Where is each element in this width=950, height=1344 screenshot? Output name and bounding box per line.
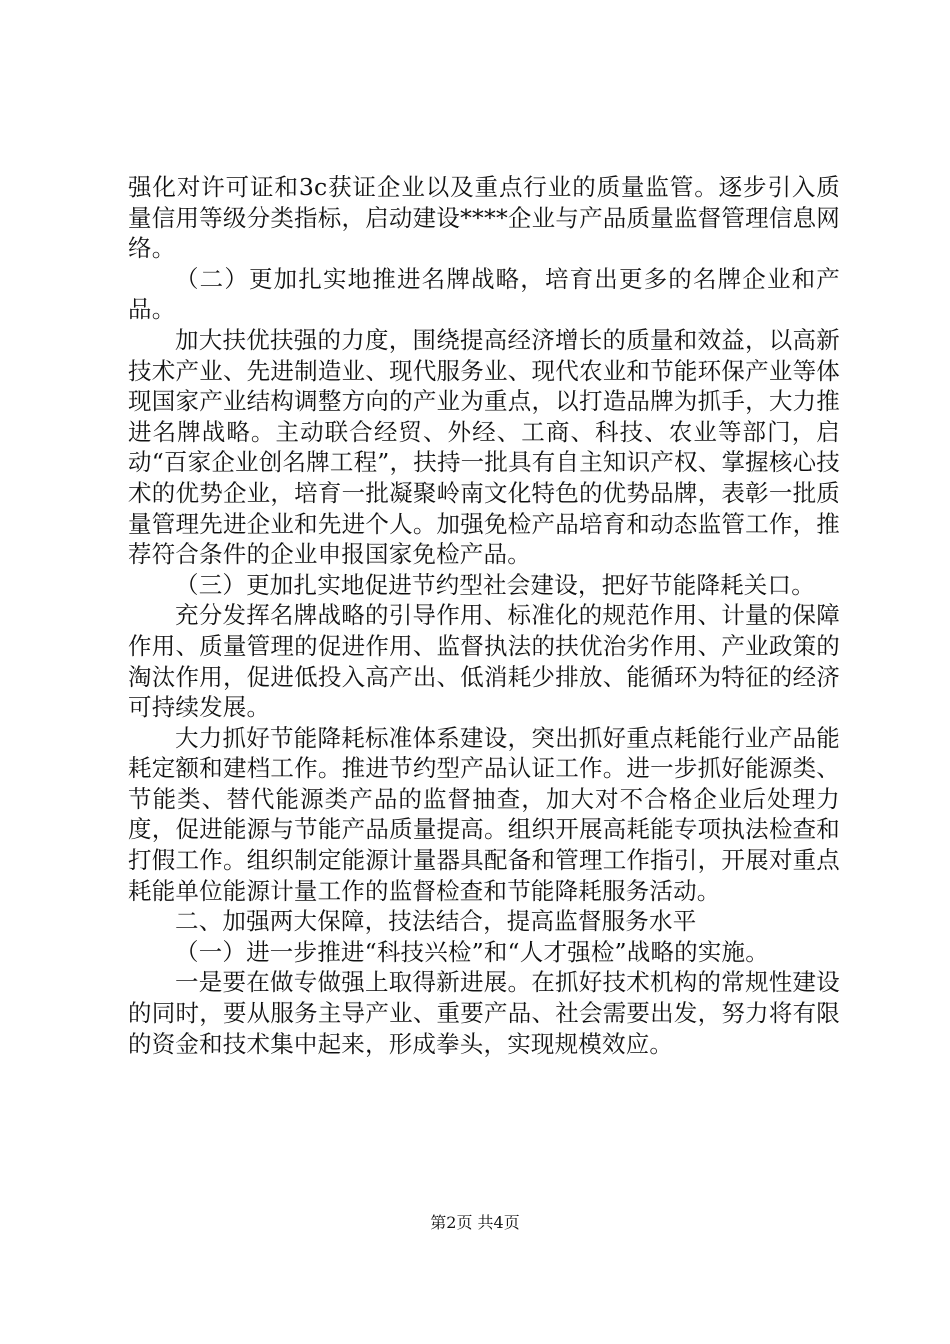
paragraph-sustainable-development: 充分发挥名牌战略的引导作用、标准化的规范作用、计量的保障作用、质量管理的促进作用、监督执法的扶优治劣作用、产业政策的淘汰作用，促进低投入高产出、低消耗少排放、能循环为特征的经济可持续发展。 — [128, 601, 840, 722]
section-heading-2: （二）更加扎实地推进名牌战略，培育出更多的名牌企业和产品。 — [128, 264, 840, 324]
chapter-heading-2: 二、加强两大保障，技法结合，提高监督服务水平 — [175, 907, 697, 936]
paragraph-energy-saving: 大力抓好节能降耗标准体系建设，突出抓好重点耗能行业产品能耗定额和建档工作。推进节约型产品认证工作。进一步抓好能源类、节能类、替代能源类产品的监督抽查，加大对不合格企业后处理力度，促进能源与节能产品质量提高。组织开展高耗能专项执法检查和打假工作。组织制定能源计量器具配备和管理工作指引，开展对重点耗能单位能源计量工作的监督检查和节能降耗服务活动。 — [128, 723, 840, 905]
paragraph-specialization: 一是要在做专做强上取得新进展。在抓好技术机构的常规性建设的同时，要从服务主导产业、重要产品、社会需要出发，努力将有限的资金和技术集中起来，形成拳头，实现规模效应。 — [128, 968, 840, 1058]
page-footer: 第2页 共4页 — [430, 1213, 520, 1232]
paragraph-brand-strategy: 加大扶优扶强的力度，围绕提高经济增长的质量和效益，以高新技术产业、先进制造业、现代服务业、现代农业和节能环保产业等体现国家产业结构调整方向的产业为重点，以打造品牌为抓手，大力推进名牌战略。主动联合经贸、外经、工商、科技、农业等部门，启动“百家企业创名牌工程”，扶持一批具有自主知识产权、掌握核心技术的优势企业，培育一批凝聚岭南文化特色的优势品牌，表彰一批质量管理先进企业和先进个人。加强免检产品培育和动态监管工作，推荐符合条件的企业申报国家免检产品。 — [128, 325, 840, 569]
section-heading-1: （一）进一步推进“科技兴检”和“人才强检”战略的实施。 — [175, 937, 769, 966]
paragraph-1: 强化对许可证和3c获证企业以及重点行业的质量监管。逐步引入质量信用等级分类指标，启动建设****企业与产品质量监督管理信息网络。 — [128, 173, 840, 263]
section-heading-3: （三）更加扎实地促进节约型社会建设，把好节能降耗关口。 — [175, 570, 815, 599]
document-body — [128, 172, 840, 1059]
